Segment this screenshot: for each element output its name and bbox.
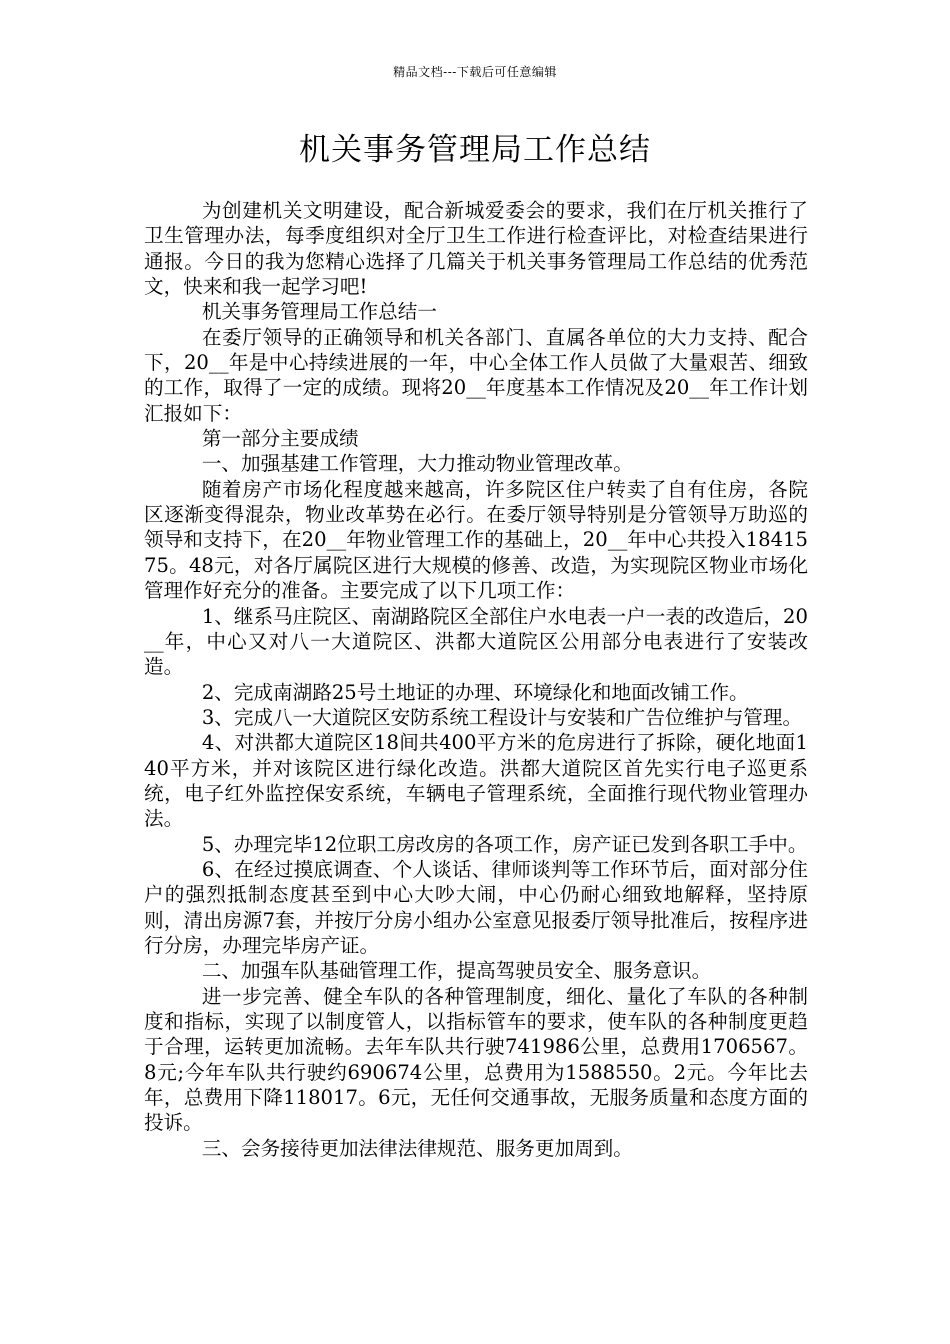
paragraph-item-heading-3: 三、会务接待更加法律法律规范、服务更加周到。	[201, 1136, 633, 1160]
paragraph-task-1: 1、继系马庄院区、南湖路院区全部住户水电表一户一表的改造后，20__年，中心又对八一大道院区、洪都大道院区公用部分电表进行了安装改造。	[144, 604, 808, 679]
document-body	[144, 198, 808, 1161]
document-title: 机关事务管理局工作总结	[299, 132, 651, 168]
header-note: 精品文档---下载后可任意编辑	[393, 65, 557, 79]
paragraph-task-5: 5、办理完毕12位职工房改房的各项工作，房产证已发到各职工手中。	[201, 832, 808, 856]
paragraph-property-reform: 随着房产市场化程度越来越高，许多院区住户转卖了自有住房，各院区逐渐变得混杂，物业改革势在必行。在委厅领导特别是分管领导万助巡的领导和支持下，在20__年物业管理工作的基础上，20__年中心共投入1841575。48元，对各厅属院区进行大规模的修善、改造，为实现院区物业市场化管理作好充分的准备。主要完成了以下几项工作：	[144, 477, 808, 603]
paragraph-item-heading-2: 二、加强车队基础管理工作，提高驾驶员安全、服务意识。	[201, 959, 712, 983]
paragraph-task-3: 3、完成八一大道院区安防系统工程设计与安装和广告位维护与管理。	[201, 705, 803, 729]
paragraph-intro: 为创建机关文明建设，配合新城爱委会的要求，我们在厅机关推行了卫生管理办法，每季度组织对全厅卫生工作进行检查评比，对检查结果进行通报。今日的我为您精心选择了几篇关于机关事务管理局工作总结的优秀范文，快来和我一起学习吧!	[144, 199, 808, 299]
paragraph-task-6: 6、在经过摸底调查、个人谈话、律师谈判等工作环节后，面对部分住户的强烈抵制态度甚至到中心大吵大闹，中心仍耐心细致地解释，坚持原则，清出房源7套，并按厅分房小组办公室意见报委厅领导批准后，按程序进行分房，办理完毕房产证。	[144, 857, 808, 957]
paragraph-overview: 在委厅领导的正确领导和机关各部门、直属各单位的大力支持、配合下，20__年是中心持续进展的一年，中心全体工作人员做了大量艰苦、细致的工作，取得了一定的成绩。现将20__年度基本工作情况及20__年工作计划汇报如下：	[144, 325, 808, 425]
paragraph-fleet: 进一步完善、健全车队的各种管理制度，细化、量化了车队的各种制度和指标，实现了以制度管人，以指标管车的要求，使车队的各种制度更趋于合理，运转更加流畅。去年车队共行驶741986公里，总费用1706567。8元;今年车队共行驶约690674公里，总费用为1588550。2元。今年比去年，总费用下降118017。6元，无任何交通事故，无服务质量和态度方面的投诉。	[144, 984, 808, 1135]
paragraph-section-heading: 机关事务管理局工作总结一	[201, 300, 437, 324]
paragraph-part-heading: 第一部分主要成绩	[201, 427, 359, 451]
paragraph-item-heading-1: 一、加强基建工作管理，大力推动物业管理改革。	[201, 452, 633, 476]
paragraph-task-2: 2、完成南湖路25号土地证的办理、环境绿化和地面改铺工作。	[201, 680, 749, 704]
paragraph-task-4: 4、对洪都大道院区18间共400平方米的危房进行了拆除，硬化地面140平方米，并对该院区进行绿化改造。洪都大道院区首先实行电子巡更系统，电子红外监控保安系统，车辆电子管理系统，全面推行现代物业管理办法。	[144, 731, 808, 831]
